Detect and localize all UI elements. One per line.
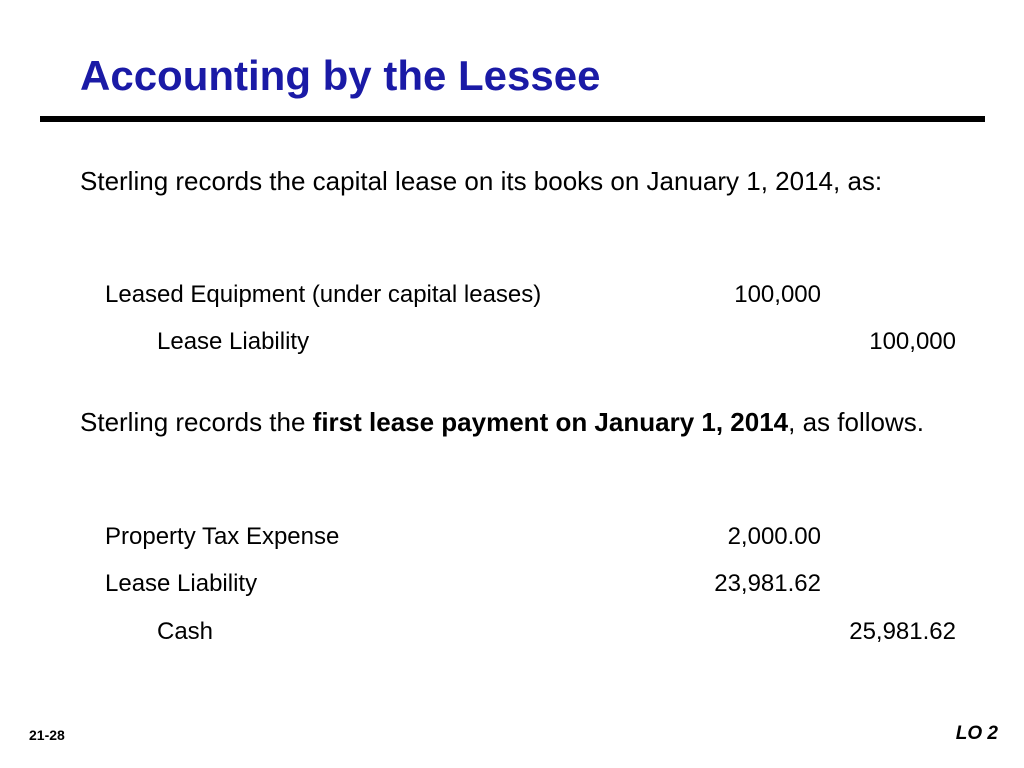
credit-account-name: Cash (157, 618, 214, 645)
credit-amount: 25,981.62 (849, 618, 956, 645)
slide-number: 21-28 (29, 727, 65, 743)
debit-account-name: Lease Liability (105, 570, 258, 597)
learning-objective-label: LO 2 (955, 723, 998, 744)
intro-paragraph: Sterling records the capital lease on its books on January 1, 2014, as: (80, 166, 883, 196)
debit-amount: 23,981.62 (714, 570, 821, 597)
slide-title: Accounting by the Lessee (80, 52, 601, 99)
journal-entry-2-line-2 (0, 567, 1024, 601)
journal-entry-1-line-2 (0, 325, 1024, 359)
payment-text-emphasis: first lease payment on January 1, 2014 (312, 407, 789, 437)
journal-entry-2-line-3 (0, 615, 1024, 649)
debit-account-name: Leased Equipment (under capital leases) (105, 281, 542, 308)
journal-entry-1-line-1 (0, 278, 1024, 312)
payment-text-before: Sterling records the (80, 407, 313, 437)
title-divider (40, 116, 985, 122)
debit-account-name: Property Tax Expense (105, 523, 340, 550)
payment-text-after: , as follows. (788, 407, 924, 437)
debit-amount: 2,000.00 (727, 523, 821, 550)
journal-entry-2-line-1 (0, 520, 1024, 554)
payment-paragraph (80, 401, 980, 443)
credit-account-name: Lease Liability (157, 328, 310, 355)
debit-amount: 100,000 (734, 281, 821, 308)
credit-amount: 100,000 (869, 328, 956, 355)
